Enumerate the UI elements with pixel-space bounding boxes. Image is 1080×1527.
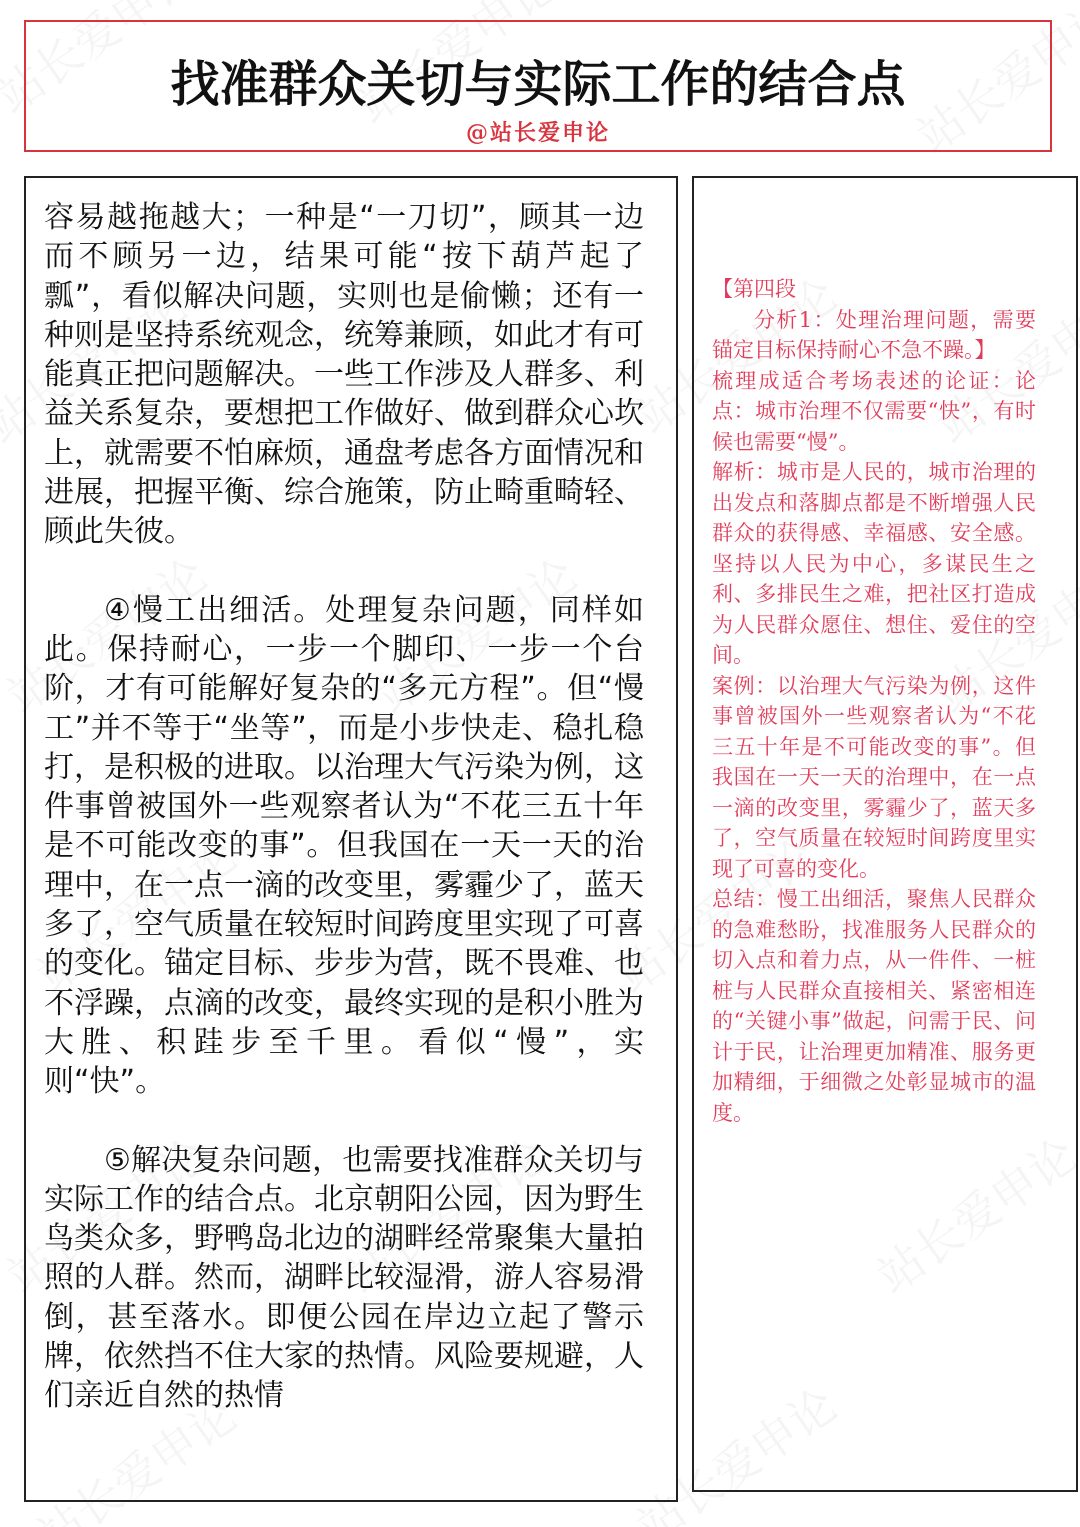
explanation-text: 解析：城市是人民的，城市治理的出发点和落脚点都是不断增强人民群众的获得感、幸福感、安全感。坚持以人民为中心，多谋民生之利、多排民生之难，把社区打造成为人民群众愿住、想住、爱住的空间。 [712,460,1036,667]
article-paragraph: ④慢工出细活。处理复杂问题，同样如此。保持耐心，一步一个脚印、一步一个台阶，才有可能解好复杂的“多元方程”。但“慢工”并不等于“坐等”，而是小步快走、稳扎稳打，是积极的进取。以治理大气污染为例，这件事曾被国外一些观察者认为“不花三五十年是不可能改变的事”。但我国在一天一天的治理中，在一点一滴的改变里，雾霾少了，蓝天多了，空气质量在较短时间跨度里实现了可喜的变化。锚定目标、步步为营，既不畏难、也不浮躁，点滴的改变，最终实现的是积小胜为大胜、积跬步至千里。看似“慢”，实则“快”。 [44,592,644,1100]
analysis-notes [712,274,1036,1128]
author-handle: @站长爱申论 [465,120,610,146]
summary-text: 总结：慢工出细活，聚焦人民群众的急难愁盼，找准服务人民群众的切入点和着力点，从一件件、一桩桩与人民群众直接相关、紧密相连的“关键小事”做起，问需于民、问计于民，让治理更加精准、服务更加精细，于细微之处彰显城市的温度。 [712,887,1036,1125]
argument-text: 梳理成适合考场表述的论证：论点：城市治理不仅需要“快”，有时候也需要“慢”。 [712,368,1036,454]
article-paragraph: ⑤解决复杂问题，也需要找准群众关切与实际工作的结合点。北京朝阳公园，因为野生鸟类众多，野鸭岛北边的湖畔经常聚集大量拍照的人群。然而，湖畔比较湿滑，游人容易滑倒，甚至落水。即便公园在岸边立起了警示牌，依然挡不住大家的热情。风险要规避，人们亲近自然的热情 [44,1142,644,1414]
page-title: 找准群众关切与实际工作的结合点 [170,55,906,113]
case-text: 案例：以治理大气污染为例，这件事曾被国外一些观察者认为“不花三五十年是不可能改变的事”。但我国在一天一天的治理中，在一点一滴的改变里，雾霾少了，蓝天多了，空气质量在较短时间跨度里实现了可喜的变化。 [712,673,1036,881]
article-body [44,198,644,1416]
article-panel [24,176,678,1502]
article-paragraph: 容易越拖越大；一种是“一刀切”，顾其一边而不顾另一边，结果可能“按下葫芦起了瓢”，看似解决问题，实则也是偷懒；还有一种则是坚持系统观念，统筹兼顾，如此才有可能真正把问题解决。一些工作涉及人群多、利益关系复杂，要想把工作做好、做到群众心坎上，就需要不怕麻烦，通盘考虑各方面情况和进展，把握平衡、综合施策，防止畸重畸轻、顾此失彼。 [44,200,644,550]
title-banner [24,20,1052,152]
notes-panel [692,176,1078,1492]
analysis-text: 分析1：处理治理问题，需要锚定目标保持耐心不急不躁。】 [712,307,1036,362]
section-label: 【第四段 [712,277,796,301]
